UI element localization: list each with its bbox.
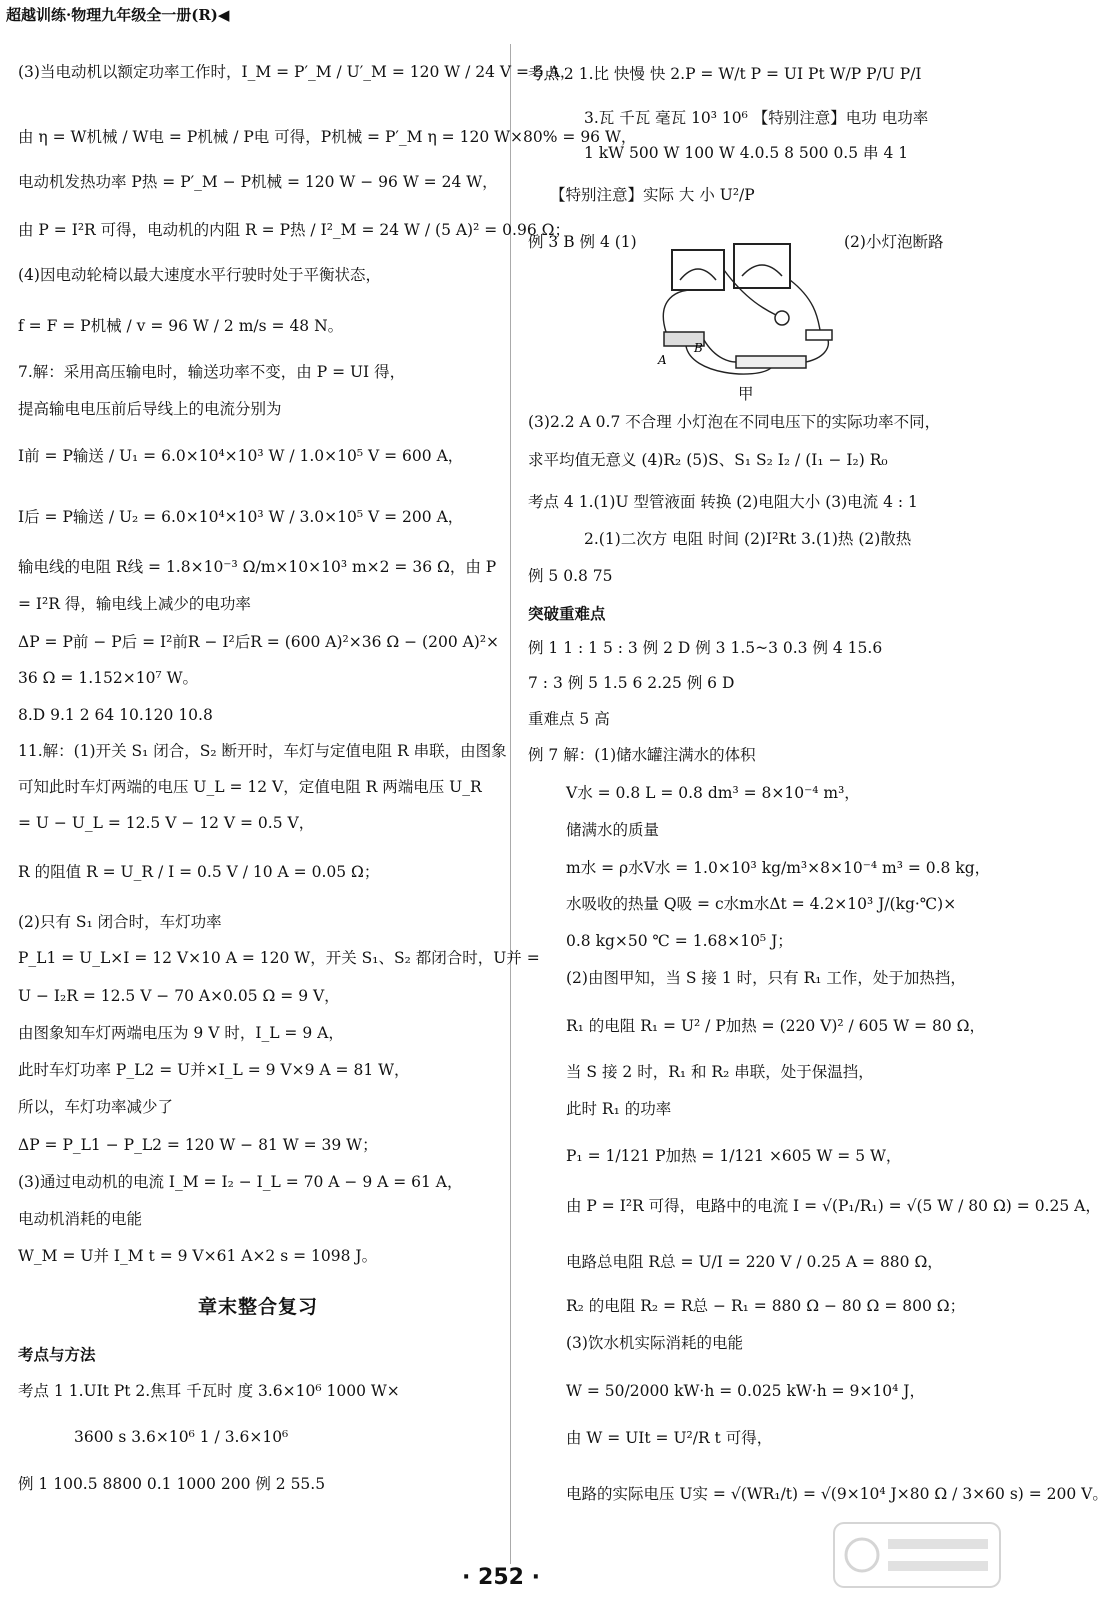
text-line: (3)2.2 A 0.7 不合理 小灯泡在不同电压下的实际功率不同， (528, 413, 941, 431)
text-line: P₁ = 1/121 P加热 = 1/121 ×605 W = 5 W， (566, 1147, 902, 1165)
text-line: 考点 2 1.比 快慢 快 2.P = W/t P = UI Pt W/P P/U P/I (528, 65, 922, 83)
voltmeter-box (734, 244, 790, 288)
text-line: 例 1 100.5 8800 0.1 1000 200 例 2 55.5 (18, 1475, 326, 1493)
text-line: P_L1 = U_L×I = 12 V×10 A = 120 W，开关 S₁、S₂ 都闭合时，U并 = (18, 949, 540, 967)
text-line: (2)小灯泡断路 (844, 233, 944, 251)
text-line: f = F = P机械 / v = 96 W / 2 m/s = 48 N。 (18, 317, 344, 335)
text-line: 电动机发热功率 P热 = P′_M − P机械 = 120 W − 96 W = 24 W， (18, 173, 498, 191)
text-line: 考点 4 1.(1)U 型管液面 转换 (2)电阻大小 (3)电流 4 : 1 (528, 493, 918, 511)
text-line: 由 W = UIt = U²/R t 可得， (566, 1429, 773, 1447)
label-a: A (658, 353, 667, 367)
text-line: 输电线的电阻 R线 = 1.8×10⁻³ Ω/m×10×10³ m×2 = 36 Ω，由 P (18, 558, 497, 576)
text-line: 可知此时车灯两端的电压 U_L = 12 V，定值电阻 R 两端电压 U_R (18, 778, 482, 796)
text-line: ΔP = P前 − P后 = I²前R − I²后R = (600 A)²×36 Ω − (200 A)²× (18, 633, 500, 651)
watermark-logo (832, 1519, 1002, 1591)
bulb-icon (775, 311, 789, 325)
text-line: R₁ 的电阻 R₁ = U² / P加热 = (220 V)² / 605 W = 80 Ω， (566, 1017, 985, 1035)
text-line: 例 5 0.8 75 (528, 567, 613, 585)
watermark-frame (834, 1523, 1000, 1587)
text-line: 【特别注意】实际 大 小 U²/P (550, 186, 755, 204)
text-line: = I²R 得，输电线上减少的电功率 (18, 595, 251, 613)
text-line: 11.解：(1)开关 S₁ 闭合，S₂ 断开时，车灯与定值电阻 R 串联，由图象 (18, 742, 507, 760)
text-line: ΔP = P_L1 − P_L2 = 120 W − 81 W = 39 W； (18, 1136, 378, 1154)
ammeter-box (672, 250, 724, 290)
text-line: 由 P = I²R 可得，电路中的电流 I = √(P₁/R₁) = √(5 W / 80 Ω) = 0.25 A， (566, 1197, 1101, 1215)
text-line: 由 η = W机械 / W电 = P机械 / P电 可得，P机械 = P′_M η = 120 W×80% = 96 W， (18, 128, 637, 146)
text-line: (2)只有 S₁ 闭合时，车灯功率 (18, 913, 222, 931)
text-line: 例 3 B 例 4 (1) (528, 233, 637, 251)
text-line: W = 50/2000 kW·h = 0.025 kW·h = 9×10⁴ J， (566, 1382, 925, 1400)
text-line: W_M = U并 I_M t = 9 V×61 A×2 s = 1098 J。 (18, 1247, 378, 1265)
text-line: (2)由图甲知，当 S 接 1 时，只有 R₁ 工作，处于加热挡， (566, 969, 966, 987)
subsection-heading: 突破重难点 (528, 604, 606, 623)
text-line: 3.瓦 千瓦 毫瓦 10³ 10⁶ 【特别注意】电功 电功率 (584, 109, 929, 127)
text-line: m水 = ρ水V水 = 1.0×10³ kg/m³×8×10⁻⁴ m³ = 0.8 kg， (566, 859, 991, 877)
subsection-heading: 考点与方法 (18, 1345, 96, 1364)
text-line: R₂ 的电阻 R₂ = R总 − R₁ = 880 Ω − 80 Ω = 800 Ω； (566, 1297, 966, 1315)
text-line: 7 : 3 例 5 1.5 6 2.25 例 6 D (528, 674, 735, 692)
text-line: 所以，车灯功率减少了 (18, 1098, 174, 1116)
figure-caption: 甲 (738, 385, 754, 403)
text-line: V水 = 0.8 L = 0.8 dm³ = 8×10⁻⁴ m³， (566, 784, 860, 802)
watermark-bar-top (888, 1539, 988, 1549)
battery (736, 356, 806, 368)
text-line: U − I₂R = 12.5 V − 70 A×0.05 Ω = 9 V， (18, 987, 340, 1005)
text-line: R 的阻值 R = U_R / I = 0.5 V / 10 A = 0.05 Ω； (18, 863, 380, 881)
switch-icon (806, 330, 832, 340)
text-line: I后 = P输送 / U₂ = 6.0×10⁴×10³ W / 3.0×10⁵ V = 200 A， (18, 508, 464, 526)
text-line: 例 7 解：(1)储水罐注满水的体积 (528, 746, 756, 764)
watermark-bar-bottom (888, 1561, 988, 1571)
text-line: 2.(1)二次方 电阻 时间 (2)I²Rt 3.(1)热 (2)散热 (584, 530, 912, 548)
text-line: = U − U_L = 12.5 V − 12 V = 0.5 V， (18, 814, 315, 832)
text-line: 7.解：采用高压输电时，输送功率不变，由 P = UI 得， (18, 363, 406, 381)
text-line: 1 kW 500 W 100 W 4.0.5 8 500 0.5 串 4 1 (584, 144, 909, 162)
text-line: 3600 s 3.6×10⁶ 1 / 3.6×10⁶ (74, 1428, 289, 1446)
page-number: · 252 · (462, 1565, 540, 1590)
text-line: 电路的实际电压 U实 = √(WR₁/t) = √(9×10⁴ J×80 Ω / 3×60 s) = 200 V。 (566, 1485, 1108, 1503)
text-line: 由 P = I²R 可得，电动机的内阻 R = P热 / I²_M = 24 W / (5 A)² = 0.96 Ω； (18, 221, 570, 239)
label-b: B (694, 341, 703, 355)
text-line: (3)当电动机以额定功率工作时，I_M = P′_M / U′_M = 120 W / 24 V = 5 A， (18, 63, 576, 81)
text-line: 例 1 1 : 1 5 : 3 例 2 D 例 3 1.5~3 0.3 例 4 15.6 (528, 639, 883, 657)
text-line: 水吸收的热量 Q吸 = c水m水Δt = 4.2×10³ J/(kg·℃)× (566, 895, 957, 913)
text-line: (4)因电动轮椅以最大速度水平行驶时处于平衡状态， (18, 266, 381, 284)
circuit-diagram (646, 240, 841, 390)
column-divider (510, 44, 511, 1564)
text-line: 储满水的质量 (566, 821, 660, 839)
text-line: 重难点 5 高 (528, 710, 610, 728)
page-header: 超越训练·物理九年级全一册(R)◀ (6, 6, 230, 24)
text-line: I前 = P输送 / U₁ = 6.0×10⁴×10³ W / 1.0×10⁵ V = 600 A， (18, 447, 464, 465)
text-line: (3)通过电动机的电流 I_M = I₂ − I_L = 70 A − 9 A = 61 A， (18, 1173, 463, 1191)
text-line: 此时车灯功率 P_L2 = U并×I_L = 9 V×9 A = 81 W， (18, 1061, 410, 1079)
watermark-circle (846, 1539, 878, 1571)
text-line: 36 Ω = 1.152×10⁷ W。 (18, 669, 198, 687)
text-line: 当 S 接 2 时，R₁ 和 R₂ 串联，处于保温挡， (566, 1063, 874, 1081)
text-line: 求平均值无意义 (4)R₂ (5)S、S₁ S₂ I₂ / (I₁ − I₂) R₀ (528, 451, 888, 469)
text-line: 电动机消耗的电能 (18, 1210, 143, 1228)
text-line: 此时 R₁ 的功率 (566, 1100, 672, 1118)
text-line: 电路总电阻 R总 = U/I = 220 V / 0.25 A = 880 Ω， (566, 1253, 943, 1271)
section-title: 章末整合复习 (197, 1296, 318, 1318)
text-line: 考点 1 1.UIt Pt 2.焦耳 千瓦时 度 3.6×10⁶ 1000 W× (18, 1382, 400, 1400)
text-line: 提高输电电压前后导线上的电流分别为 (18, 400, 282, 418)
text-line: 8.D 9.1 2 64 10.120 10.8 (18, 706, 213, 724)
text-line: (3)饮水机实际消耗的电能 (566, 1334, 743, 1352)
text-line: 0.8 kg×50 ℃ = 1.68×10⁵ J； (566, 932, 793, 950)
circuit-figure (646, 240, 841, 390)
text-line: 由图象知车灯两端电压为 9 V 时，I_L = 9 A， (18, 1024, 344, 1042)
